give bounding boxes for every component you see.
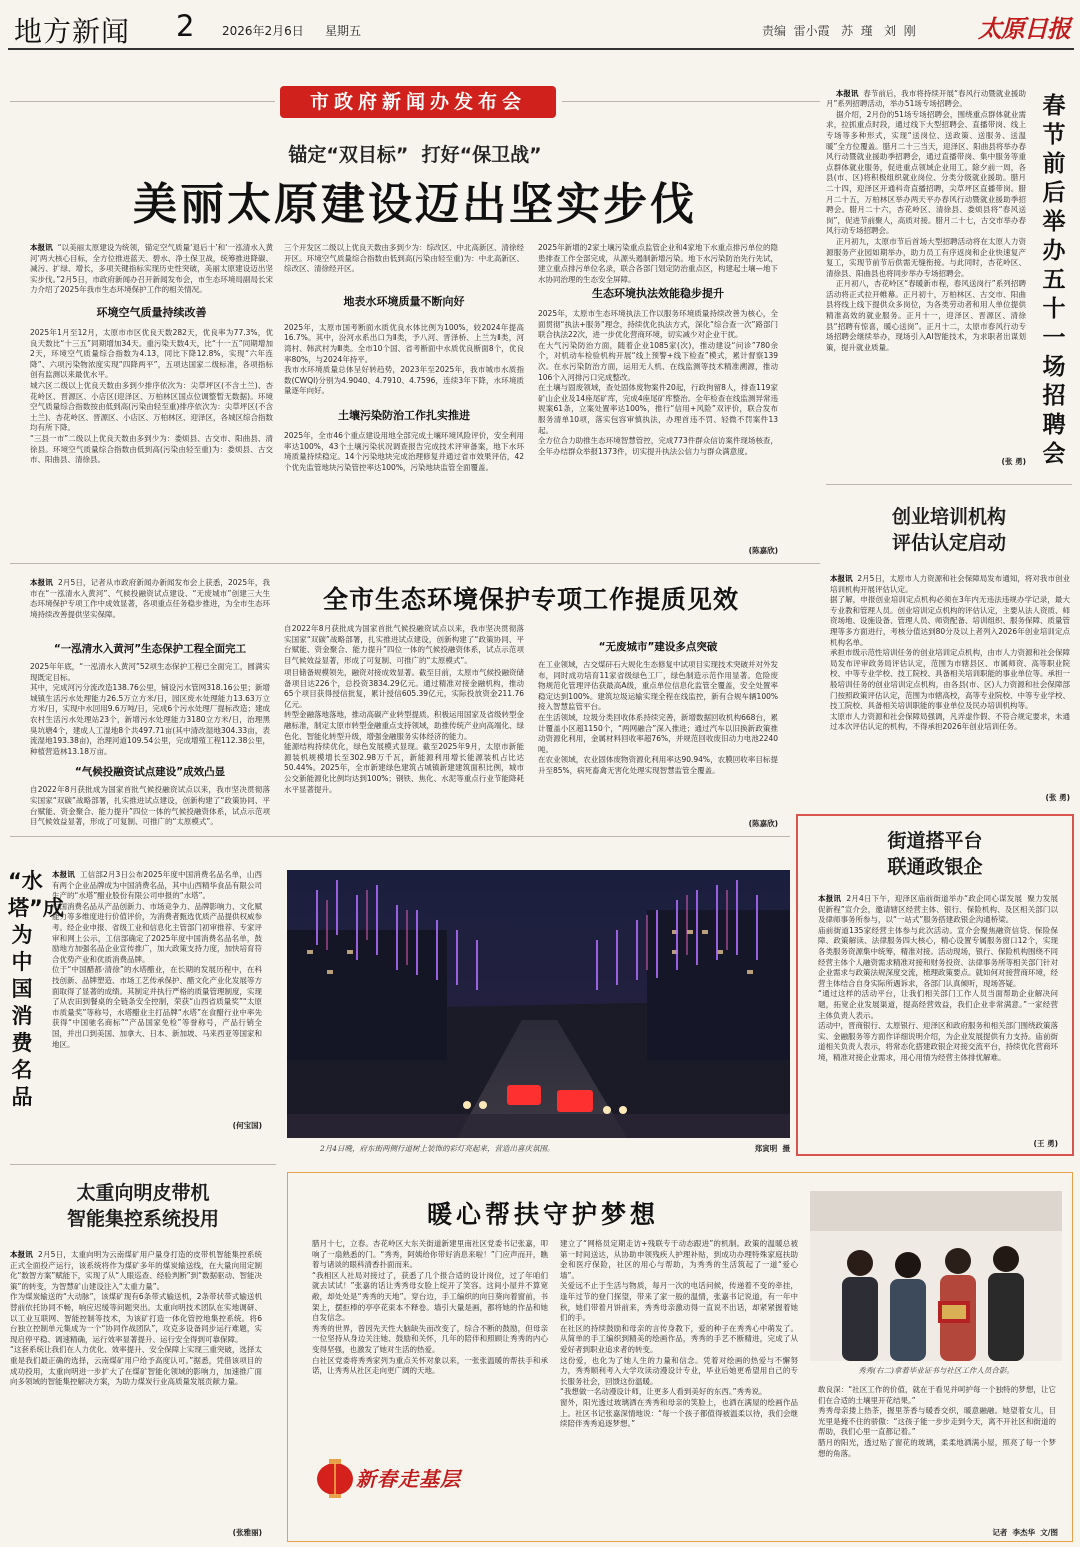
- page-number: 2: [176, 9, 195, 43]
- paragraph: “通过这样的活动平台，让我们相关部门工作人员当面帮助企业解决问题，拓宽企业发展渠道，提高经营效益，我们企业非常满意。”一家经营主体负责人表示。: [818, 989, 1058, 1020]
- photo-illustration: [810, 1191, 1062, 1361]
- street-service-body: [818, 894, 1058, 1142]
- paragraph: 中国消费名品从产品创新力、市场竞争力、品牌影响力、文化赋能力等多维度进行价值评价，为消费者甄选优质产品提供权威参考。经企业申报、省级工业和信息化主管部门初审推荐、专家评审和网上公示，工信部确定了2025年度中国消费名品名单，鼓励地方加强名品企业宣传推广，加大政策支持力度，加快培育符合优势产业和优质消费品牌。: [52, 901, 262, 964]
- paragraph: [818, 894, 1058, 926]
- byline: 本报讯: [10, 1250, 33, 1259]
- jobfair-vertical-title: 春节前后举办五十一场招聘会: [1042, 93, 1066, 467]
- training-body: [830, 574, 1070, 806]
- paragraph: 项目储备规模领先，融资对接成效显著。截至目前，太原市气候投融资储备项目达226个，总投资3834.29亿元。通过精准对接金融机构，推动65个项目获得授信批复，累计授信605.39亿元，实际投放资金211.76亿元。: [284, 668, 524, 709]
- paragraph: 城六区二级以上优良天数由多到少排序依次为：尖草坪区(不含土兰)、杏花岭区、晋源区、小店区(迎泽区、万柏林区国点位调整暂无数据)。环境空气质量综合指数按由低到高(污染由轻至重)排序依次为：尖草坪区(不含土兰)、杏花岭区、晋源区、小店区、万柏林区、迎泽区，各城区综合指数均有所下降。: [30, 380, 273, 433]
- street-service-box: [796, 814, 1074, 1156]
- paragraph: [52, 870, 262, 902]
- watertower-body: [52, 870, 262, 1132]
- paragraph: 位于“中国醋都·清徐”的水塔醋业，在长期的发展历程中，在科技创新、品牌塑造、市场工艺传承保护、醋文化产业化发展等方面取得了显著的成绩。其制定并执行严格的质量管理制度，实现了从农田到餐桌的全链条安全控制，荣获“山西省质量奖”“太原市质量奖”等称号，水塔醋业主打品牌“水塔”在食醋行业中率先获得“中国驰名商标”“产品国家免检”等誉称号，产品行销全国，并出口到美国、加拿大、日本、新加坡、马来西亚等国家和地区。: [52, 965, 262, 1049]
- banner-rule-left: [10, 101, 275, 102]
- paragraph: 正月初八，杏花岭区“春暖新市程，春风送岗行”系列招聘活动将正式拉开帷幕。正月初十，万柏林区、古交市、阳曲县将线上线下提供众多岗位，为各类劳动者和用人单位提供精准高效的就业服务。正月十一，迎泽区、晋源区、清徐县“招聘有惊喜，暖心送岗”。正月十二，太原市春风行动专场招聘会继续举办，现场引入AI智能技术，为求职者出谋划策，提升就业质量。: [826, 279, 1026, 352]
- subheading: “无废城市”建设多点突破: [598, 641, 718, 653]
- subheading: 生态环境执法效能稳步提升: [592, 287, 724, 300]
- paragraph: 自2022年8月获批成为国家首批气候投融资试点以来，我市坚决贯彻落实国家“双碳”战略部署，扎实推进试点建设，创新构建了“政策协同、平台赋能、资金聚合、能力提升”四位一体的气候投融资体系，试点示范项目气候效益显著，形成了可复制、可推广的“太原模式”。: [30, 785, 270, 827]
- spring-tag-text: 新春走基层: [356, 1467, 461, 1491]
- paragraph: 2月5日，太重向明为云南煤矿用户量身打造的皮带机智能集控系统正式全面投产运行，该系统将作为煤矿多年的煤炭输送线，在大量向用定制化“数智方案”赋能下，实现了从“人眼巡查、经验判断”到“数据驱动、智能决策”的转变，为智慧矿山建设注入“太重力量”。: [10, 1250, 262, 1291]
- group-photo: [810, 1191, 1062, 1361]
- paragraph: 2025年新增的2家土壤污染重点监管企业和4家地下水重点排污单位的隐患排查工作全部完成，从源头遏制新增污染。地下水污染防治先行先试，建立重点排污单位名录，联合各部门划定防治重点区，构建起土壤—地下水协同治理的生态安全屏障。: [538, 243, 778, 284]
- byline: 本报讯: [30, 578, 53, 587]
- divider: [826, 484, 1072, 485]
- warm-signature: 记者 李杰华 文/图: [992, 1528, 1058, 1537]
- jobfair-text: [826, 78, 1026, 463]
- paragraph: 腊月十七，立春。杏花岭区大东关街道新建里南社区党委书记张嘉，叩响了一扇熟悉的门。“秀秀，阿姨给你带好消息来啦！”门应声而开，瞧着与诸谈的眼科清香扑面而来。: [312, 1239, 548, 1270]
- coal-title-line-1: 太重向明皮带机: [76, 1182, 210, 1204]
- paragraph: 转型金融落地落地，推动高碳产业转型提质。积极运用国家及省级转型金融标准，制定太原市转型金融重点支持领域，助推传统产业向高端化、绿色化、智能化转型升级，增强金融服务实体经济的能力。: [284, 710, 524, 741]
- paragraph: 承担市级示范性培训任务的创业培训定点机构，由市人力资源和社会保障局发布评审政务局评估认定，范围为市辖县区、市属师资、高等职业院校、中等专业学校、技工院校、具备相关培训职能的事业单位等。承担一般培训任务的创业培训定点机构，由各县(市、区)人力资源和社会保障部门按照政策评估认定，范围为市辖高校，高等专业院校、中等专业学校、技工院校、具备相关培训职能的事业单位及民办培训机构等。: [830, 648, 1070, 711]
- paragraph: 2025年1月至12月，太原市市区优良天数282天，优良率为77.3%，优良天数比“十三五”同期增加34天。重污染天数4天，比“十一五”同期增加2天，环境空气质量综合指数为4.13，同比下降12.8%，实现“六年连降”、六项污染物浓度实现“四降两平”，五项达国家二级标准，各项指标创有监测以来最优水平。: [30, 327, 273, 380]
- coal-title: [10, 1180, 276, 1232]
- paragraph: 其中，完成河污分流改造138.76公里，铺设污水管网318.16公里；新增城镇生活污水处理能力26.5万立方米/日，园区废水处理能力13.63万立方米/日，实现中水回用9.6万吨/日，完成6个污水处理厂提标改造；建成农村生活污水处理站23个，新增污水处理能力3180立方米/日，治理黑臭坑塘4个，建成人工湿地8个共497.71亩(其中清改湿地304.33亩，表流湿地193.38亩)，治理河道109.54公里，完成增殖工程112.38公里，种植营造林13.18万亩。: [30, 683, 270, 756]
- photo-caption: 2月4日晚，府东街两侧行道树上装饰的彩灯亮起来，营造出喜庆氛围。: [320, 1144, 555, 1153]
- coal-body: [10, 1250, 262, 1530]
- paragraph: 敢良深：“社区工作的价值，就在于看见并呵护每一个独特的梦想，让它们在合适的土壤里开花结果。”: [818, 1385, 1056, 1405]
- subheading: “一泓清水入黄河”生态保护工程全面完工: [53, 643, 247, 655]
- paragraph: “我想做一名动漫设计师，让更多人看到美好的东西。”秀秀说。: [560, 1387, 767, 1397]
- photo-illustration: [287, 870, 790, 1138]
- divider: [10, 1164, 276, 1165]
- byline: 本报讯: [835, 88, 859, 98]
- press-banner: [280, 86, 556, 118]
- main-col-1: [30, 243, 273, 573]
- spring-tag: [312, 1451, 472, 1511]
- paragraph: 全方位合力助推生态环境智慧管控，完成773件群众信访案件现场核查，全年办结群众举报1373件，切实提升执法公信力与群众满意度。: [538, 436, 778, 456]
- paragraph: 这份爱，也化为了她人生的力量和信念。凭着对绘画的热爱与不懈努力，秀秀顺利考入大学攻读动漫设计专业，毕业后她更希望用自己的专长服务社会，回馈这份温暖。: [560, 1355, 798, 1386]
- editors: 责编 雷小霞 苏 瑾 刘 刚: [762, 24, 916, 38]
- subheading: 环境空气质量持续改善: [96, 305, 207, 319]
- street-service-title-line-1: 街道搭平台: [887, 830, 983, 852]
- paragraph: 关爱远不止于生活与物质，每月一次的电话问候，传递着不变的牵挂，逢年过节的登门探望，带来了家一般的温情，张嘉书记说道，有一年中秋，她们带着月饼前来，秀秀母亲激动得一直说不出话，却紧紧握着她们的手。: [560, 1281, 798, 1323]
- training-title-line-2: 评估认定启动: [891, 532, 1006, 554]
- main-signature: (陈嘉欣): [748, 546, 778, 555]
- main-intro: [30, 243, 273, 296]
- eco-signature: (陈嘉欣): [748, 819, 778, 828]
- paragraph: 工信部2月3日公布2025年度中国消费名品名单，山西有两个企业品牌成为中国消费名品，其中山西精华食品有限公司生产的“水塔”醋业股份有限公司申报的“水塔”。: [52, 870, 262, 901]
- main-col-3: [538, 243, 778, 543]
- paragraph: 能源结构持续优化，绿色发展模式显现。截至2025年9月，太原市新能源装机规模增长至302.98万千瓦，新能源利用增长能源装机占比达50.44%。2025年，全市新建绿色建筑占城镇新建建筑面积比例，城市公交新能源化比例均达到100%；钢铁、焦化、水泥等重点行业节能降耗水平显著提升。: [284, 742, 524, 794]
- paragraph: “以美丽太原建设为统领，锚定空气质量‘退后十’和‘一泓清水入黄河’两大核心目标，全方位推进蓝天、碧水、净土保卫战，统筹推进降碳、减污、扩绿、增长，多项关键指标实现历史性突破，美丽太原建设迈出坚实步伐。”2月5日，市政府新闻办召开新闻发布会，市生态环境局副局长宋力介绍了2025年我市生态环境保护工作的相关情况。: [30, 243, 273, 295]
- paragraph: 庙前街道135家经营主体参与此次活动。宣介会聚焦融资信贷、保险保障、政策解读、法律服务四大核心，精心设置专属服务窗口12个，实现各类服务资源集中统筹，精准对接。活动现场，银行、保险机构围绕不同经营主体个人融资需求精准对接和财务投资、法律事务所等相关部门针对企业需求与政策法规深度交流，梳理政策要点。就如何对接营商环境，经营主体结合自身实际所遇诉求，各部门认真倾听，现场答疑。: [818, 925, 1058, 988]
- section-title: 地方新闻: [14, 15, 131, 48]
- paragraph: [830, 574, 1070, 595]
- paragraph: 在社区的持续鼓励和母亲的言传身教下，爱的种子在秀秀心中萌发了。从简单的手工编织到精美的绘画作品，秀秀的手艺不断精进，完成了从爱好者到职业追求者的转变。: [560, 1323, 798, 1354]
- paragraph: 在土壤与固废领域，查处固体废物案件20起，行政拘留8人，排查119家矿山企业及14座尾矿库，完成4座尾矿库整治。全年检查在线监测异常违规案61条，立案处置率达100%，推行“信用+风险”双评价，联合发布服务清单10项，落实包容审慎执法，办理首违不罚、轻微不罚案件13起。: [538, 383, 778, 435]
- coal-title-line-2: 智能集控系统投用: [66, 1208, 219, 1230]
- street-service-title: [798, 828, 1072, 880]
- masthead: [0, 0, 1080, 52]
- main-headline: 美丽太原建设迈出坚实步伐: [133, 179, 697, 230]
- paragraph: [30, 578, 270, 620]
- training-title: [826, 504, 1072, 556]
- paragraph: “三县一市”二级以上优良天数由多到少为：娄烦县、古交市、阳曲县、清徐县。环境空气质量综合指数由低到高(污染由轻至重)为：娄烦县、古交市、阳曲县、清徐县。: [30, 433, 273, 465]
- paragraph: 在大气污染防治方面，随着企业1085家(次)，推动建设“问诊”780余个，对机动车检验机构开展“线上预警+线下检查”模式，累计督察139次。在水污染防治方面，运用无人机、在线监测等技术精准溯源，推动106个入河排污口完成整改。: [538, 340, 778, 382]
- subheading: 地表水环境质量不断向好: [343, 294, 465, 308]
- subheading: 土壤污染防治工作扎实推进: [338, 408, 470, 422]
- eco-col-3: [538, 624, 778, 814]
- paragraph: 2025年，太原市国考断面水质优良水体比例为100%，较2024年提高16.7%。其中，汾河水系出口为Ⅱ类，予八河、晋泽桥、上兰为Ⅱ类，河湾村、韩武村为Ⅲ类。全市10个国、省考断面中水质优良断面8个，优良率80%，与2024年持平。: [284, 322, 524, 364]
- eco-col-2: [284, 624, 524, 828]
- training-title-line-1: 创业培训机构: [891, 506, 1006, 528]
- watertower-vertical-title: “水塔”成为中国消费名品: [8, 869, 64, 1109]
- divider: [10, 563, 820, 564]
- paragraph: “我相区人社局对接过了，获悉了几个报合适的设计岗位，过了年咱们就去试试！”张嘉的话让秀秀母女脸上绽开了笑容。这间小屋并不算宽敞，却处处是“秀秀的天地”。穿台边，手工编织的向日葵向着窗前，书架上，摆拒棒的亭亭花束本不释卷。墙引大量是画，都将她的作品和她自发信念。: [312, 1270, 548, 1323]
- paragraph: “这套系统让我们在人力优化、效率提升、安全保障上实现三重突破，选择太重是我们最正确的选择，云南煤矿用户给予高度认可。”据悉，凭借该项目的成功投用，太重向明进一步扩大了在煤矿智能化领域的影响力，加速推广面向多领域的智能集控解决方案，为助力煤炭行业高质量发展贡献力量。: [10, 1345, 262, 1387]
- banner-rule-right: [562, 101, 820, 102]
- paper-logo: 太原日报: [978, 14, 1070, 43]
- jobfair-article: [826, 78, 1072, 476]
- paragraph: 活动中，晋商银行、太原银行、迎泽区和政府服务和相关部门围绕政策落实、金融服务等方面作详细说明介绍，为企业发展提供有力支持。庙前街道相关负责人表示，将常态化搭建政银企对接交流平台，持续优化营商环境，精准对接企业需求，用心用情为经营主体排忧解难。: [818, 1021, 1058, 1062]
- photo-credit: 郑寅明 摄: [754, 1144, 790, 1153]
- warm-headline: 暖心帮扶守护梦想: [426, 1200, 659, 1229]
- byline: 本报讯: [52, 870, 75, 879]
- warm-story-box: [287, 1172, 1073, 1542]
- divider: [10, 836, 790, 837]
- paragraph: 腊月的阳光，透过贴了窗花的玻璃，柔柔地洒满小屋，照亮了每一个梦想的角落。: [818, 1437, 1056, 1458]
- paragraph: 自2022年8月获批成为国家首批气候投融资试点以来，我市坚决贯彻落实国家“双碳”战略部署，扎实推进试点建设，创新构建了“政策协同、平台赋能、资金聚合、能力提升”四位一体的气候投融资体系，试点示范项目气候效益显著，形成了可复制、可推广的“太原模式”。: [284, 624, 524, 665]
- jobfair-signature: (张 勇): [1001, 457, 1026, 466]
- paragraph: 秀秀母亲搂上热茶，握里茶香与暖香交织，暖意融融。她望着女儿，目光里是掩不住的骄傲：“这孩子能一步步走到今天，离不开社区和街道的帮助，我们心里一直都记着。”: [818, 1406, 1056, 1437]
- paragraph: 2月5日，记者从市政府新闻办新闻发布会上获悉，2025年，我市在“一泓清水入黄河”、气候投融资试点建设、“无废城市”创建三大生态环境保护专项工作中成效显著，各项重点任务稳步推进，为全市生态环境持续改善提供坚实保障。: [30, 578, 270, 619]
- eco-intro: [30, 578, 270, 638]
- paragraph: 2月4日下午，迎泽区庙前街道举办“政企同心谋发展 聚力发展促新程”宣介会，邀请辖区经营主体、银行、保险机构、及区相关部门以及律师事务所参与，以“一站式”服务搭建政银企沟通桥梁。: [818, 894, 1058, 925]
- eco-col-1: [30, 640, 270, 830]
- byline: 本报讯: [30, 243, 53, 252]
- watertower-signature: (何宝国): [232, 1121, 262, 1130]
- paragraph: 据了解，申报创业培训定点机构必须在3年内无违法违规办学记录，最大专业教和管理人员。创业培训定点机构的评估认定，主要从法人资质、师资场地、设施设备、管理人员、师资配备、培训组织、服务保障、质量管理等多方面进行，考核分值达到80分及以上者列入2026年创业培训定点机构名单。: [830, 595, 1070, 647]
- warm-col-1: [312, 1239, 548, 1444]
- main-col-2: [284, 243, 524, 573]
- paragraph: 2月5日，太原市人力资源和社会保障局发布通知，将对我市创业培训机构开展评估认定。: [830, 574, 1070, 594]
- paragraph: 窗外，阳光透过玻璃洒在秀秀和母亲的笑脸上，也洒在满屋的绘画作品上。社区书记张嘉深情地说：“每一个孩子都值得被温柔以待，我们会继续陪伴秀秀追逐梦想。”: [560, 1397, 798, 1429]
- paragraph: 2025年，全市46个重点建设用地全部完成土壤环境风险评价，安全利用率达100%，43个土壤污染状况调查报告完成技术评审备案，地下水环境质量持续稳定。14个污染地块完成治理修复并通过省市效果评估，42个优先监管地块污染管控率达100%，污染地块监管全面覆盖。: [284, 430, 524, 472]
- paragraph: 春节前后，我市将持续开展“春风行动暨就业援助月”系列招聘活动，举办51场专场招聘会。: [826, 88, 1026, 109]
- lantern-icon: [312, 1455, 358, 1501]
- paragraph: 秀秀的世界，曾因先天性大脑缺失而改变了，综合不断的鼓励，但母亲一位坚持从身边关注她、鼓励和关怀，几年的陪伴和照顾让秀秀的内心变得坚强，也激发了她对生活的热爱。: [312, 1323, 548, 1354]
- byline: 本报讯: [818, 894, 842, 903]
- paragraph: 三个开发区二级以上优良天数由多到少为：综改区、中北高新区、清徐经开区。环境空气质量综合指数由低到高(污染由轻至重)为：中北高新区、综改区、清徐经开区。: [284, 243, 524, 274]
- paragraph: 2025年，太原市生态环境执法工作以服务环境质量持续改善为核心，全面贯彻“执法+服务”理念，持续优化执法方式，深化“综合查一次”路部门联合执法22次，进一步优化营商环境，切实减少对企业干扰。: [538, 309, 778, 340]
- paragraph: 我市水环境质量总体呈好转趋势，2023年至2025年，我市城市水质指数(CWQI)分别为4.9040、4.7910、4.7596，连续3年下降，水环境质量逐年向好。: [284, 365, 524, 396]
- byline: 本报讯: [830, 574, 853, 583]
- paragraph: 在农业领域，农业固体废物资源化利用率达90.94%，农膜回收率目标提升至85%，病死畜禽无害化处理实现智慧监管全覆盖。: [538, 755, 778, 775]
- issue-weekday: 星期五: [325, 24, 362, 38]
- coal-signature: (张雅丽): [232, 1528, 262, 1537]
- press-banner-text: 市政府新闻办发布会: [309, 91, 526, 113]
- eco-headline: 全市生态环境保护专项工作提质见效: [322, 585, 739, 614]
- paragraph: 在生活领域，垃圾分类回收体系持续完善，新增数据回收机构668台，累计覆盖小区超1150个，“两网融合”深入推进；通过汽车以旧换新政策推动资源化利用，金属材料回收率超76%，并规范回收废旧动力电池2240吨。: [538, 712, 778, 754]
- street-service-title-line-2: 联通政银企: [887, 856, 983, 878]
- warm-col-2: [560, 1239, 798, 1529]
- paragraph: 作为煤炭输送的“大动脉”，该煤矿现有6条带式输送机，2条带状带式输送机替前依托协同不畅，响应迟缓等问题突出。太重向明技术团队在实地调研、以工业互联网、智能控制等技术，为该矿打造一体化管控地集控系统。将6台独立控制单元集成为一个“协同作战团队”，攻克多设备同步运行难题，实现启停平稳、调速精确，运行效率显著提升、运行安全得到可靠保障。: [10, 1292, 262, 1344]
- group-photo-caption: 秀秀(右二)拿着毕业证书与社区工作人员合影。: [858, 1366, 1014, 1375]
- masthead-rule: [8, 48, 1074, 50]
- main-kicker: 锚定“双目标” 打好“保卫战”: [288, 144, 542, 166]
- paragraph: [10, 1250, 262, 1292]
- warm-col-3: [818, 1385, 1056, 1525]
- street-service-signature: (王 勇): [1033, 1139, 1058, 1148]
- issue-date: 2026年2月6日: [222, 24, 304, 38]
- paragraph: 正月初九，太原市节后首场大型招聘活动将在太原人力资源服务产业园如期举办，助力员工有序返岗和企业快速复产复工，实现节前节后供需无缝衔接。与此同时，杏花岭区、清徐县、阳曲县也将同步举办专场招聘会。: [826, 236, 1026, 278]
- paragraph: 据介绍，2月份的51场专场招聘会，围绕重点群体就业需求，拉抓重点时段，通过线下大型招聘会、直播带岗、线上专场等多种形式，实现“送岗位、送政策、送服务、送温暖”全方位覆盖。腊月二十三当天，迎泽区、阳曲县将举办春风行动暨就业援助季招聘会，通过直播带岗、集中服务等重点群体就业服务，促进重点领域企业用工。除夕前一周，各县(市、区)将积极组织就业岗位、分类分级就业援助。腊月二十四，迎泽区开通科奇直播招聘，尖草坪区直播带岗。腊月二十五，万柏林区举办两天平办春风行动暨就业援助季招聘会。腊月二十六，杏花岭区、清徐县、娄烦县将“春风送岗”，促进节前聚人，高质对接。腊月二十七，古交市举办春风行动专场招聘会。: [826, 109, 1026, 236]
- paragraph: 2025年年底，“一泓清水入黄河”52项生态保护工程已全面完工，圆满实现既定目标。: [30, 662, 270, 682]
- subheading: “气候投融资试点建设”成效凸显: [74, 766, 226, 779]
- night-street-photo: [287, 870, 790, 1138]
- paragraph: 白社区党委将秀秀家列为重点关怀对象以来，一张张温暖的帮扶手和承诺，让秀秀从社区走向更广阔的天地。: [312, 1355, 548, 1376]
- paragraph: 在工业领域，古交煤矸石大规化生态修复中试项目实现技术突破并对外发布，同时成功培育11家省级绿色工厂，绿色制造示范作用显著。危险废物规范化管理评估获最高A级，重点单位信息化监管全覆盖，安全处置率稳定达到100%。建筑垃圾运输实现全程在线监控，新有合规车辆100%接入智慧监管平台。: [538, 660, 778, 712]
- paragraph: 太原市人力资源和社会保障局强调，凡弄虚作假、不符合规定要求，未通过本次评估认定的机构，不得承担2026年创业培训任务。: [830, 711, 1070, 732]
- training-signature: (张 勇): [1045, 793, 1070, 802]
- paragraph: 建立了“网格员定期走访+残联专干动态跟进”的机制。政策的温暖总被第一时间送达，从协助申领残疾人护理补贴，到成功办理特殊家庭扶助金和医疗保险，社区的用心与帮助，为秀秀的生活筑起了一道“爱心墙”。: [560, 1239, 798, 1280]
